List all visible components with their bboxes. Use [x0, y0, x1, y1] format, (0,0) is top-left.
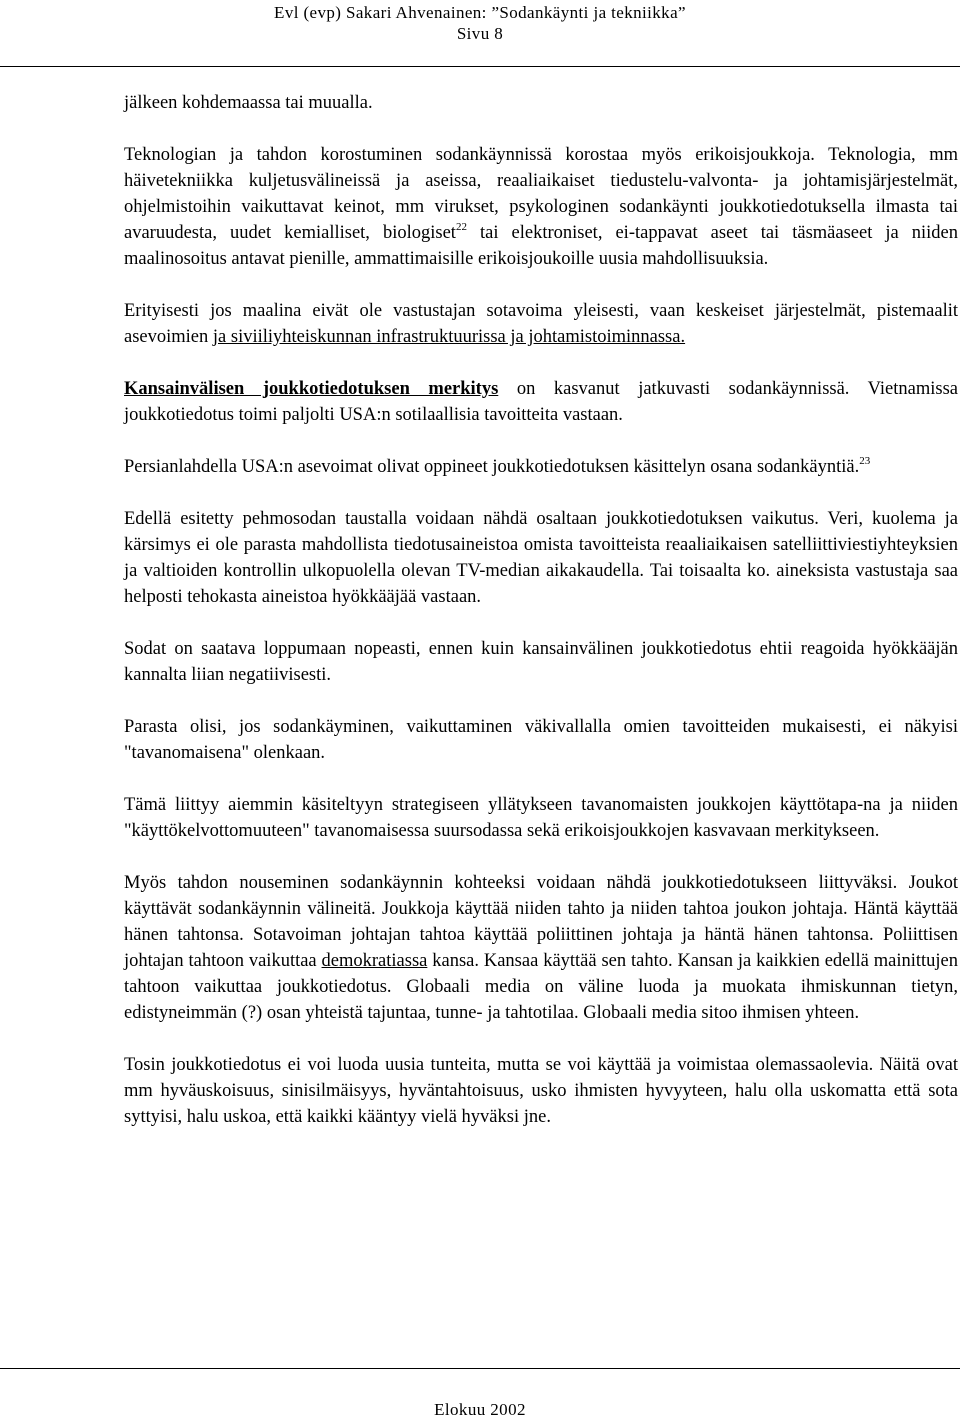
paragraph-10-text-b: kansa. Kansaa käyttää sen tahto. Kansan ja kaikkien edellä mainittujen tahtoon vaikuttaa joukkotiedotus. Globaali media on väline luoda ja muokata ihmiskunnan tietyn, edistyneimmän (?) osan yhteistä tajuntaa, tunne- ja tahtotilaa. Globaali media sitoo ihmisen yhteen. — [124, 951, 958, 1023]
paragraph-10-underlined: demokratiassa — [321, 951, 428, 971]
paragraph-10-text-a: Myös tahdon nouseminen sodankäynnin kohteeksi voidaan nähdä joukkotiedotukseen liittyväksi. Joukot käyttävät sodankäynnin välineitä. Joukkoja käyttää niiden tahto ja niiden tahtoa joukon johtaja. Häntä käyttää hänen tahtonsa. Sotavoiman johtajan tahtoa käyttää poliittinen johtaja ja häntä hänen tahtonsa. Poliittisen johtajan tahtoon vaikuttaa — [124, 873, 958, 971]
paragraph-3 — [124, 298, 958, 350]
footnote-ref-23: 23 — [859, 455, 871, 467]
paragraph-4-text: on kasvanut jatkuvasti sodankäynnissä. Vietnamissa joukkotiedotus toimi paljolti USA:n sotilaallisia tavoitteita vastaan. — [124, 379, 958, 425]
paragraph-8: Parasta olisi, jos sodankäyminen, vaikuttaminen väkivallalla omien tavoitteiden mukaisesti, ei näkyisi "tavanomaisena" olenkaan. — [124, 717, 958, 763]
paragraph-6: Edellä esitetty pehmosodan taustalla voidaan nähdä osaltaan joukkotiedotuksen vaikutus. Veri, kuolema ja kärsimys ei ole parasta mahdollista tiedotusaineistoa omista tavoitteista reaaliaikaisen satelliittiviestiyhteyksien ja valtioiden kontrollin ulkopuolella olevan TV-median aikakaudella. Tai toisaalta ko. aineksista vastustaja saa helposti tehokasta aineistoa hyökkääjää vastaan. — [124, 509, 958, 607]
footer-divider — [0, 1368, 960, 1369]
paragraph-7: Sodat on saatava loppumaan nopeasti, ennen kuin kansainvälinen joukkotiedotus ehtii reagoida hyökkääjän kannalta liian negatiivisesti. — [124, 639, 958, 685]
paragraph-2-text-b: tai elektroniset, ei-tappavat aseet tai täsmäaseet ja niiden maalinosoitus antavat pienille, ammattimaisille erikoisjoukoille uusia mahdollisuuksia. — [124, 223, 959, 269]
paragraph-4 — [124, 376, 958, 428]
paragraph-10 — [124, 870, 958, 1026]
paragraph-3-underlined: ja siviiliyhteiskunnan infrastruktuurissa ja johtamistoiminnassa. — [212, 327, 686, 347]
paragraph-2 — [124, 142, 958, 272]
header-divider — [0, 66, 960, 67]
page-header — [0, 0, 960, 44]
page-body — [124, 90, 958, 1156]
page-number: Sivu 8 — [456, 24, 504, 43]
paragraph-5-text: Persianlahdella USA:n asevoimat olivat oppineet joukkotiedotuksen käsittelyn osana sodankäyntiä. — [124, 457, 860, 477]
paragraph-1: jälkeen kohdemaassa tai muualla. — [124, 93, 373, 113]
footnote-ref-22: 22 — [455, 221, 467, 233]
paragraph-2-text-a: Teknologian ja tahdon korostuminen sodankäynnissä korostaa myös erikoisjoukkoja. Teknologia, mm häivetekniikka kuljetusvälineissä ja aseissa, reaaliaikaiset tiedustelu-valvonta- ja johtamisjärjestelmät, ohjelmistoihin vaikuttavat keinot, mm virukset, psykologinen sodankäynti joukkotiedotuksella ilmasta tai avaruudesta, uudet kemialliset, biologiset — [124, 145, 958, 243]
page-footer-date: Elokuu 2002 — [434, 1400, 526, 1419]
paragraph-5 — [124, 454, 958, 480]
document-title: Evl (evp) Sakari Ahvenainen: ”Sodankäynti ja tekniikka” — [274, 3, 686, 22]
paragraph-9: Tämä liittyy aiemmin käsiteltyyn strategiseen yllätykseen tavanomaisten joukkojen käyttötapa-na ja niiden "käyttökelvottomuuteen" tavanomaisessa suursodassa sekä erikoisjoukkojen kasvavaan merkitykseen. — [124, 795, 958, 841]
paragraph-11: Tosin joukkotiedotus ei voi luoda uusia tunteita, mutta se voi käyttää ja voimistaa olemassaolevia. Näitä ovat mm hyväuskoisuus, sinisilmäisyys, hyväntahtoisuus, usko ihmisten hyvyyteen, halu olla uskomatta että sota syttyisi, halu uskoa, että kaikki kääntyy vielä hyväksi jne. — [124, 1055, 958, 1127]
paragraph-3-text: Erityisesti jos maalina eivät ole vastustajan sotavoima yleisesti, vaan keskeiset järjestelmät, pistemaalit asevoimien — [124, 301, 958, 347]
paragraph-4-heading: Kansainvälisen joukkotiedotuksen merkitys — [124, 379, 499, 399]
